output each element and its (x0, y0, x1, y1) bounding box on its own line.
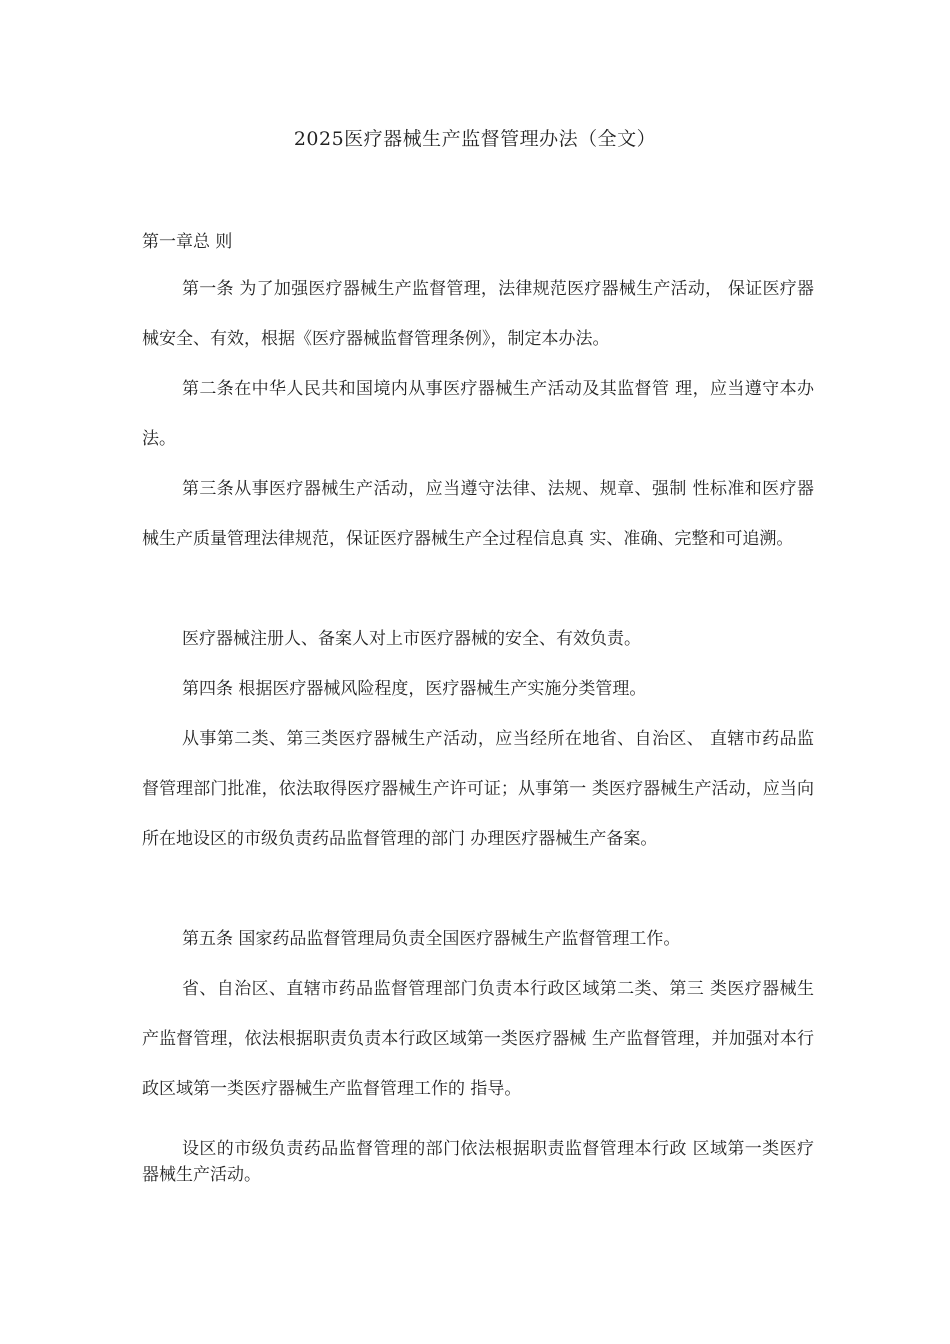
article-3-paragraph: 第三条从事医疗器械生产活动，应当遵守法律、法规、规章、强制 性标准和医疗器械生产质量管理法律规范，保证医疗器械生产全过程信息真 实、准确、完整和可追溯。 (142, 479, 814, 549)
article-5-subparagraph-1: 省、自治区、直辖市药品监督管理部门负责本行政区域第二类、第三 类医疗器械生产监督管理，依法根据职责负责本行政区域第一类医疗器械 生产监督管理，并加强对本行政区域第一类医疗器械生产监督管理工作的 指导。 (142, 979, 814, 1099)
article-2-paragraph: 第二条在中华人民共和国境内从事医疗器械生产活动及其监督管 理，应当遵守本办法。 (142, 379, 814, 449)
article-4-paragraph: 第四条 根据医疗器械风险程度，医疗器械生产实施分类管理。 (182, 679, 647, 699)
article-3-subparagraph: 医疗器械注册人、备案人对上市医疗器械的安全、有效负责。 (182, 629, 641, 649)
chapter-heading: 第一章总 则 (142, 232, 233, 252)
document-title: 2025医疗器械生产监督管理办法（全文） (293, 128, 657, 150)
article-5-subparagraph-2: 设区的市级负责药品监督管理的部门依法根据职责监督管理本行政 区域第一类医疗器械生产活动。 (142, 1139, 814, 1185)
article-1-paragraph: 第一条 为了加强医疗器械生产监督管理，法律规范医疗器械生产活动， 保证医疗器械安全、有效，根据《医疗器械监督管理条例》，制定本办法。 (142, 279, 814, 349)
article-4-subparagraph: 从事第二类、第三类医疗器械生产活动，应当经所在地省、自治区、 直辖市药品监督管理部门批准，依法取得医疗器械生产许可证；从事第一 类医疗器械生产活动，应当向所在地设区的市级负责药品监督管理的部门 办理医疗器械生产备案。 (142, 729, 814, 849)
article-5-paragraph: 第五条 国家药品监督管理局负责全国医疗器械生产监督管理工作。 (182, 929, 681, 949)
